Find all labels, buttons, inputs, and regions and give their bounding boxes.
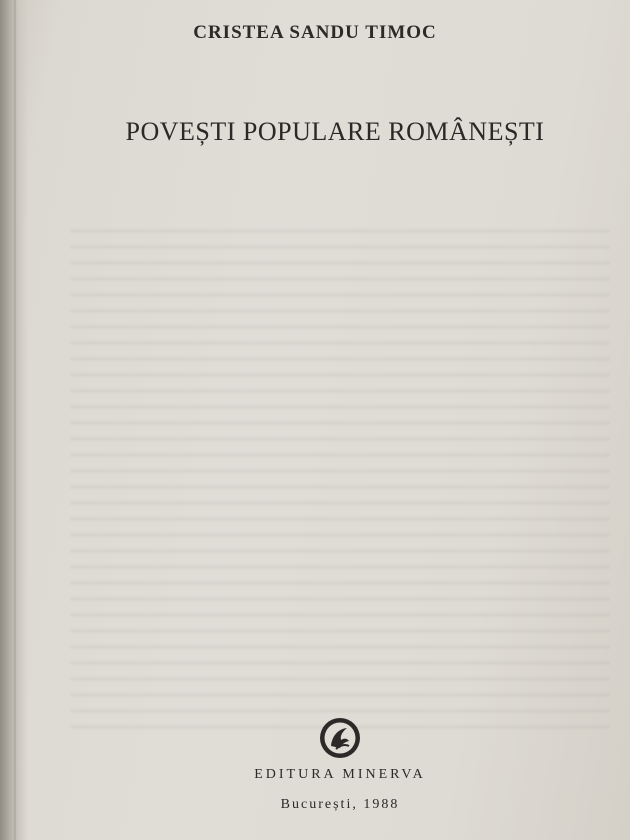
author-name: CRISTEA SANDU TIMOC [193,22,437,43]
minerva-publisher-logo-icon [318,716,362,760]
book-title: POVEȘTI POPULARE ROMÂNEȘTI [125,117,545,146]
publication-place-year: București, 1988 [280,797,400,812]
bleed-through-text [70,230,610,730]
publisher-name: EDITURA MINERVA [254,767,426,782]
